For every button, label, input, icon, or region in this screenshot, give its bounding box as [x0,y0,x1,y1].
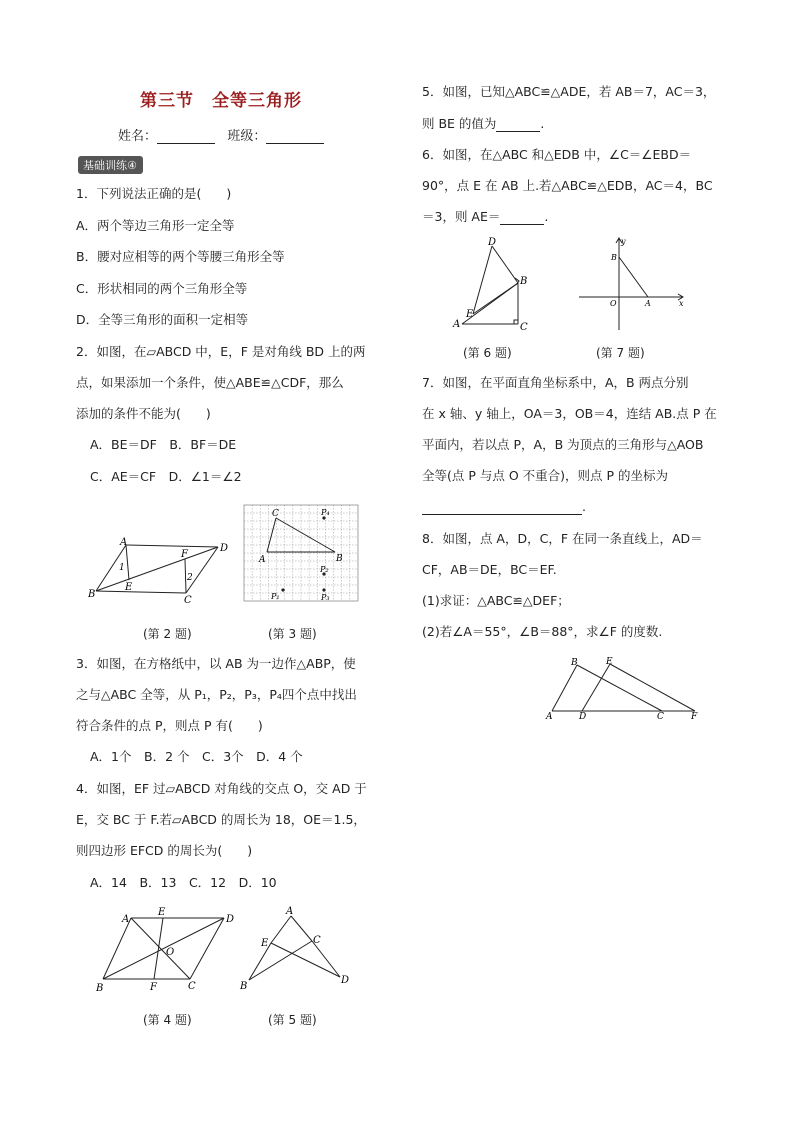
q7-line3: 平面内，若以点 P，A，B 为顶点的三角形与△AOB [422,437,704,452]
fig2-angle-1: 1 [119,563,125,573]
fig2-segment-cf [185,559,186,593]
fig6-caption: (第 6 题) [463,346,512,360]
fig4-edge-dc [190,918,224,979]
q1-option-c: C．形状相同的两个三角形全等 [76,281,248,296]
figure-3 [243,504,361,604]
fig2-caption: (第 2 题) [143,627,192,641]
q2-line2: 点，如果添加一个条件，使△ABE≌△CDF，那么 [76,375,344,390]
fig2-label-e: E [125,582,133,593]
q3-line2: 之与△ABC 全等，从 P₁，P₂，P₃，P₄四个点中找出 [76,687,357,702]
fig4-label-f: F [150,982,157,993]
q7-line5 [422,499,586,515]
q3-line1: 3．如图，在方格纸中，以 AB 为一边作△ABP，使 [76,656,356,671]
fig4-label-b: B [96,983,104,994]
fig4-label-a: A [122,914,130,925]
q7-line2: 在 x 轴、y 轴上，OA＝3，OB＝4，连结 AB.点 P 在 [422,406,717,421]
fig3-label-p4: P₄ [321,508,330,517]
fig6-label-b: B [520,276,528,287]
fig8-label-d: D [579,712,587,722]
fig3-point-p3 [322,588,325,591]
q1-option-d: D．全等三角形的面积一定相等 [76,312,249,327]
q7-line1: 7．如图，在平面直角坐标系中，A，B 两点分别 [422,375,689,390]
fig4-label-c: C [188,981,196,992]
q8-part2: (2)若∠A＝55°，∠B＝88°，求∠F 的度数. [422,624,663,639]
section-badge: 基础训练④ [78,156,143,174]
q5-line2-text: 则 BE 的值为 [422,116,497,131]
fig3-point-p1 [281,588,284,591]
fig8-label-f: F [691,712,698,722]
fig6-label-a: A [453,319,461,330]
q4-line1: 4．如图，EF 过▱ABCD 对角线的交点 O，交 AD 于 [76,781,367,796]
fig5-caption: (第 5 题) [268,1013,317,1027]
page-title: 第三节 全等三角形 [140,91,302,111]
fig4-label-e: E [158,907,166,918]
fig8-label-c: C [657,712,664,722]
q6-line3-end: . [544,209,549,224]
q2-line3: 添加的条件不能为( ) [76,406,211,421]
q8-line1: 8．如图，点 A，D，C，F 在同一条直线上，AD＝ [422,531,703,546]
q3-line3: 符合条件的点 P，则点 P 有( ) [76,718,263,733]
q1-stem: 1．下列说法正确的是( ) [76,186,232,201]
fig5-label-b: B [240,981,248,992]
q8-line2: CF，AB＝DE，BC＝EF. [422,562,557,577]
figure-8 [540,653,705,725]
q6-answer-blank[interactable] [500,212,544,225]
fig4-label-d: D [226,914,235,925]
class-label: 班级： [227,129,267,144]
q4-line3: 则四边形 EFCD 的周长为( ) [76,843,253,858]
fig8-edge-ef [610,664,695,711]
fig7-segment-ab [619,257,648,297]
fig5-label-a: A [286,906,294,917]
fig8-label-a: A [546,712,553,722]
fig4-diagonal-ac [131,918,190,979]
fig4-edge-ab [103,918,131,979]
fig8-edge-de [582,664,610,711]
q7-answer-blank[interactable] [422,502,582,515]
fig3-label-a: A [259,555,266,565]
fig6-label-c: C [520,322,528,333]
fig2-label-c: C [184,595,192,605]
figure-7 [575,234,690,334]
fig7-label-x: x [679,299,684,308]
q5-answer-blank[interactable] [496,119,540,132]
fig5-label-d: D [341,975,350,986]
fig2-angle-2: 2 [187,573,193,583]
q5-line1: 5．如图，已知△ABC≌△ADE，若 AB＝7，AC＝3， [422,84,716,99]
fig6-label-d: D [488,237,497,248]
fig8-edge-ab [552,665,577,711]
q5-line2 [422,116,544,132]
fig2-label-d: D [220,543,229,554]
fig3-label-p3: P₃ [321,593,330,602]
q5-line2-end: . [540,116,545,131]
fig5-edge-cd [312,941,340,977]
q4-options: A．14 B．13 C．12 D．10 [90,875,277,890]
figure-5 [236,903,354,995]
fig8-label-e: E [606,657,613,667]
fig3-caption: (第 3 题) [268,627,317,641]
fig8-label-b: B [571,658,578,668]
q8-part1: (1)求证：△ABC≌△DEF； [422,593,570,608]
fig3-label-p1: P₁ [271,592,280,601]
fig5-label-e: E [261,938,269,949]
q4-line2: E，交 BC 于 F.若▱ABCD 的周长为 18，OE＝1.5， [76,812,366,827]
fig4-segment-ef [154,918,163,979]
q6-line1: 6．如图，在△ABC 和△EDB 中，∠C＝∠EBD＝ [422,147,692,162]
name-blank[interactable] [157,131,215,144]
fig2-label-f: F [181,549,188,560]
figure-4 [94,905,236,995]
q2-options-ab: A．BE＝DF B．BF＝DE [90,437,237,452]
fig5-segment-bc [249,941,312,980]
fig4-caption: (第 4 题) [143,1013,192,1027]
fig2-segment-ae [126,545,129,580]
fig7-label-o: O [610,299,617,308]
fig2-diagonal-bd [96,547,218,591]
fig5-edge-ac [291,916,312,941]
q7-line4: 全等(点 P 与点 O 不重合)，则点 P 的坐标为 [422,468,669,483]
fig7-caption: (第 7 题) [596,346,645,360]
q6-line3 [422,209,548,225]
fig5-edge-ae [271,916,291,943]
fig5-label-c: C [313,935,321,946]
q7-line5-end: . [582,499,586,514]
q2-line1: 2．如图，在▱ABCD 中，E，F 是对角线 BD 上的两 [76,344,366,359]
fig6-edge-db [492,246,518,283]
figure-2 [88,535,233,605]
name-class-line [118,125,324,144]
fig3-label-b: B [336,554,343,564]
fig3-label-c: C [272,509,279,519]
fig2-edge-cd [186,547,218,593]
q6-line3-text: ＝3，则 AE＝ [422,209,501,224]
fig8-edge-bc [577,665,662,711]
fig2-label-a: A [120,537,128,548]
fig2-edge-bc [96,591,186,593]
fig7-label-y: y [621,237,626,246]
q2-options-cd: C．AE＝CF D．∠1＝∠2 [90,469,242,484]
fig4-diagonal-bd [103,918,224,979]
fig6-label-e: E [466,309,474,320]
name-label: 姓名： [118,129,158,144]
fig3-label-p2: P₂ [320,565,329,574]
q3-options: A．1个 B．2 个 C．3个 D．4 个 [90,749,303,764]
figure-6 [452,234,532,334]
q1-option-b: B．腰对应相等的两个等腰三角形全等 [76,249,285,264]
q6-line2: 90°，点 E 在 AB 上.若△ABC≌△EDB，AC＝4，BC [422,178,713,193]
fig6-right-angle-c [514,320,518,324]
fig7-label-b: B [611,253,617,262]
fig2-edge-ad [126,545,218,547]
fig2-label-b: B [88,589,96,600]
fig4-label-o: O [166,947,175,958]
fig7-label-a: A [645,299,651,308]
q1-option-a: A．两个等边三角形一定全等 [76,218,235,233]
class-blank[interactable] [266,131,324,144]
